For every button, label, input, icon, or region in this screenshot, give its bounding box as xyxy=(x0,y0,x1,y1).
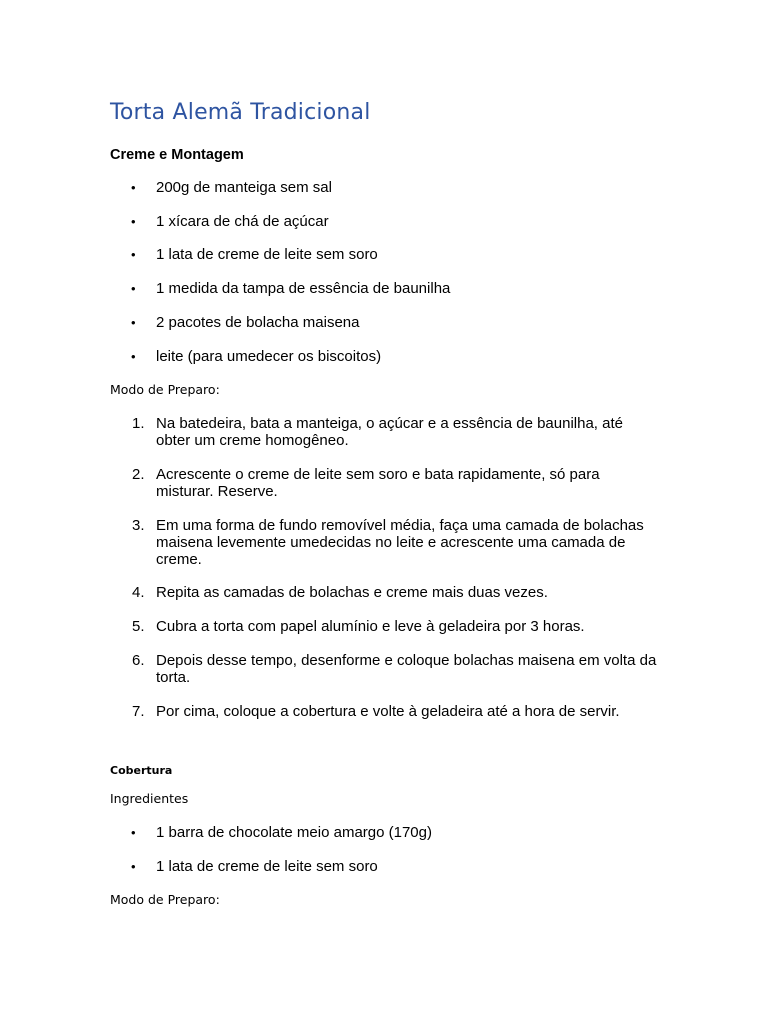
list-item-text: 2 pacotes de bolacha maisena xyxy=(156,314,360,331)
bullet-icon: • xyxy=(131,859,136,874)
step-number: 3. xyxy=(132,517,145,534)
list-item-text: 1 barra de chocolate meio amargo (170g) xyxy=(156,824,432,841)
step-text: Acrescente o creme de leite sem soro e bata rapidamente, só para misturar. Reserve. xyxy=(156,466,600,500)
step-text: Cubra a torta com papel alumínio e leve à geladeira por 3 horas. xyxy=(156,618,585,635)
bullet-icon: • xyxy=(131,315,136,330)
method-label-cobertura: Modo de Preparo: xyxy=(110,892,220,907)
step-number: 6. xyxy=(132,652,145,669)
list-item-text: 1 lata de creme de leite sem soro xyxy=(156,858,378,875)
section-heading-cobertura: Cobertura xyxy=(110,764,173,777)
step-text: Depois desse tempo, desenforme e coloque bolachas maisena em volta da torta. xyxy=(156,652,657,686)
step-text: Repita as camadas de bolachas e creme mais duas vezes. xyxy=(156,584,548,601)
step-text: Por cima, coloque a cobertura e volte à geladeira até a hora de servir. xyxy=(156,703,620,720)
bullet-icon: • xyxy=(131,281,136,296)
ingredients-label-cobertura: Ingredientes xyxy=(110,791,189,806)
list-item-text: 1 lata de creme de leite sem soro xyxy=(156,246,378,263)
list-item-text: 200g de manteiga sem sal xyxy=(156,179,332,196)
document-title: Torta Alemã Tradicional xyxy=(110,100,371,125)
step-number: 1. xyxy=(132,415,145,432)
step-text: Em uma forma de fundo removível média, faça uma camada de bolachas maisena levemente umedecidas no leite e acrescente uma camada de creme. xyxy=(156,517,644,568)
step-number: 7. xyxy=(132,703,145,720)
method-label-creme: Modo de Preparo: xyxy=(110,382,220,397)
step-number: 2. xyxy=(132,466,145,483)
bullet-icon: • xyxy=(131,825,136,840)
list-item-text: 1 medida da tampa de essência de baunilha xyxy=(156,280,451,297)
section-heading-creme: Creme e Montagem xyxy=(110,147,244,163)
step-number: 4. xyxy=(132,584,145,601)
bullet-icon: • xyxy=(131,349,136,364)
step-number: 5. xyxy=(132,618,145,635)
bullet-icon: • xyxy=(131,247,136,262)
bullet-icon: • xyxy=(131,180,136,195)
bullet-icon: • xyxy=(131,214,136,229)
list-item-text: leite (para umedecer os biscoitos) xyxy=(156,348,382,365)
step-text: Na batedeira, bata a manteiga, o açúcar e a essência de baunilha, até obter um creme homogêneo. xyxy=(156,415,623,449)
list-item-text: 1 xícara de chá de açúcar xyxy=(156,213,329,230)
